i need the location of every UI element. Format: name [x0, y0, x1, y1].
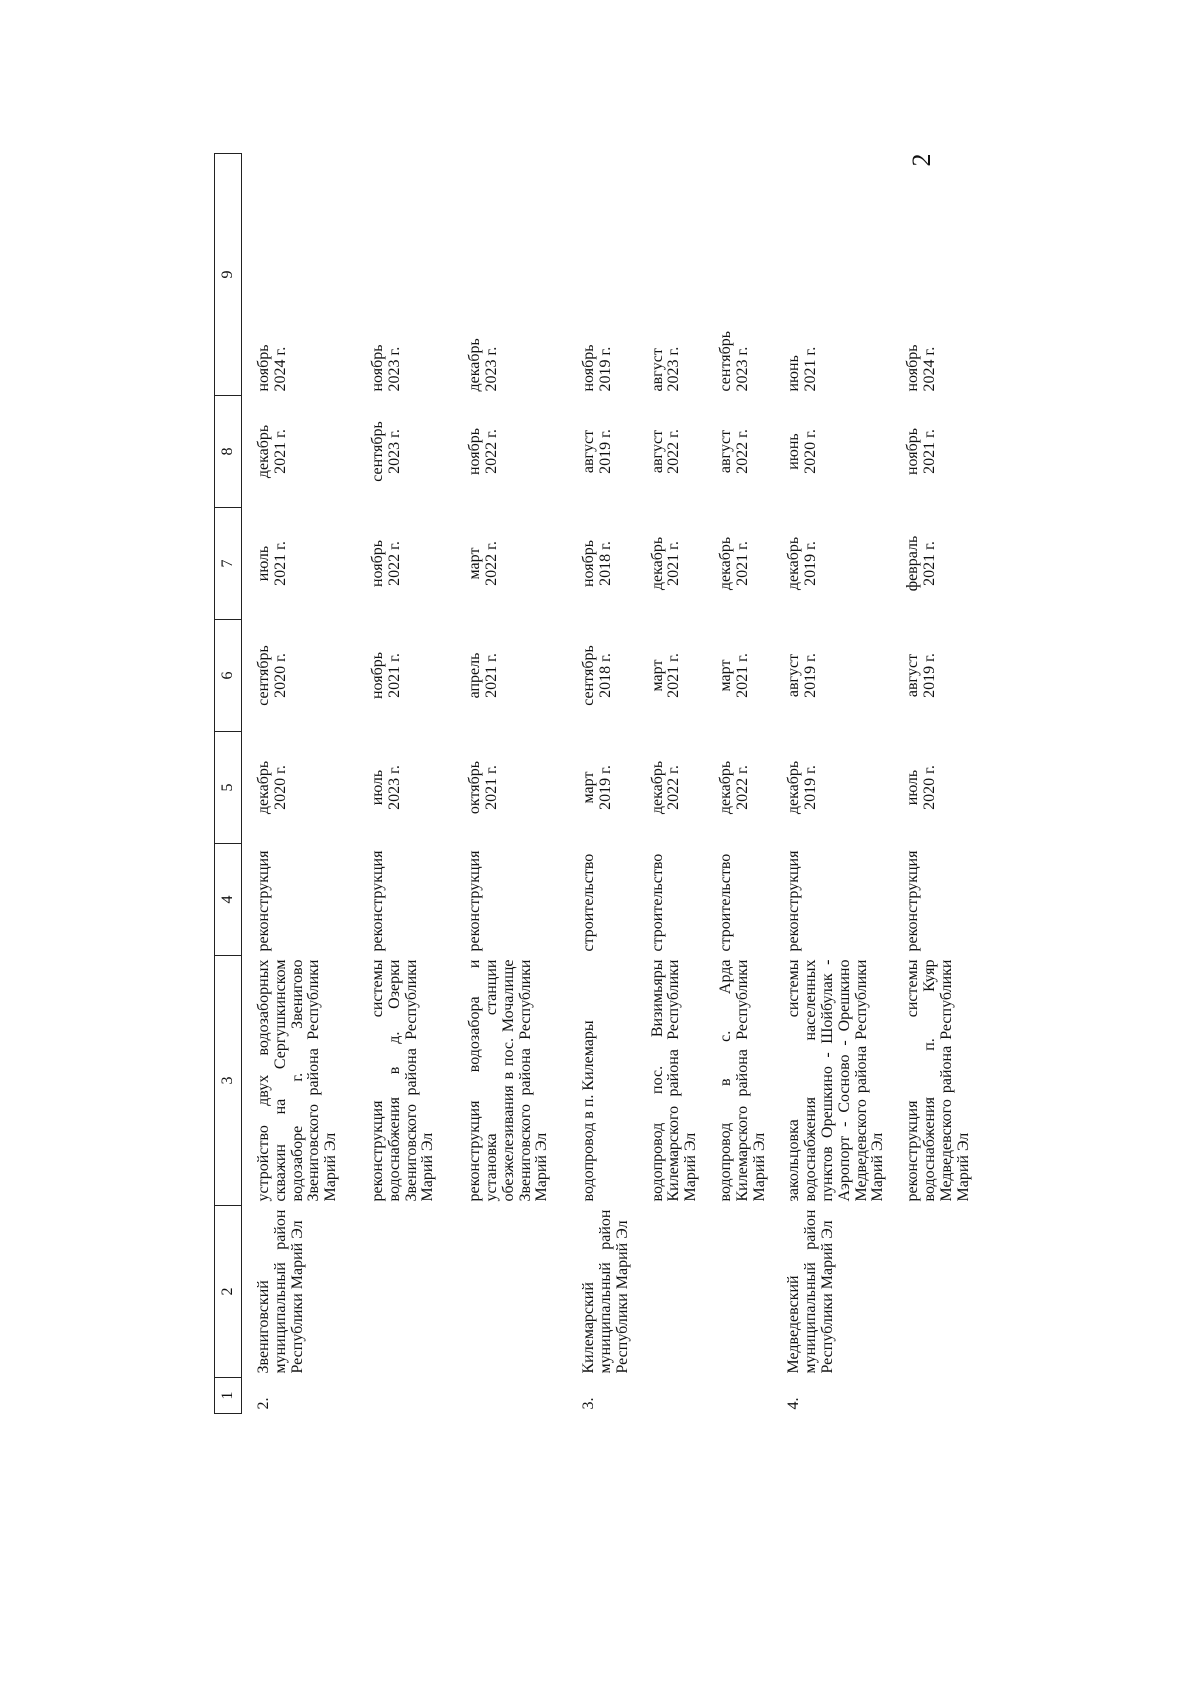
date-cell-9 [887, 154, 972, 396]
object-cell: водопровод в п. Килемары [580, 1020, 598, 1202]
date-cell-8 [437, 396, 551, 508]
date-month: ноябрь [466, 427, 484, 476]
date-month: ноябрь [904, 427, 922, 476]
date-year: 2018 г. [596, 541, 614, 586]
date-year: 2018 г. [596, 653, 614, 698]
date-year: 2023 г. [482, 346, 500, 392]
table-row [632, 154, 700, 1414]
date-month: август [648, 429, 666, 474]
column-number-row [215, 154, 242, 1414]
column-header-5: 5 [215, 732, 242, 844]
date-cell-8 [340, 396, 437, 508]
row-number [887, 1378, 972, 1414]
date-year: 2022 г. [385, 541, 403, 586]
date-year: 2021 г. [733, 541, 751, 586]
page-number: 2 [907, 153, 936, 167]
district-cell: Килемарский муниципальный район Республики Марий Эл [580, 1209, 631, 1374]
date-cell-5 [551, 732, 631, 844]
date-cell-6 [242, 620, 340, 732]
date-month: декабрь [716, 760, 734, 815]
date-cell-6 [551, 620, 631, 732]
row-number [700, 1378, 768, 1414]
district-cell [437, 1206, 551, 1378]
date-year: 2023 г. [733, 346, 751, 392]
date-year: 2022 г. [665, 429, 683, 474]
object-cell: закольцовка системы водоснабжения населенных пунктов Орешкино - Шойбулак - Аэропорт - Сосново - Орешкино Медведевского района Республики Марий Эл [785, 959, 887, 1202]
date-year: 2023 г. [385, 346, 403, 392]
date-month: август [580, 429, 598, 474]
date-month: апрель [466, 652, 484, 699]
date-year: 2021 г. [665, 653, 683, 698]
date-year: 2022 г. [733, 765, 751, 810]
date-month: февраль [904, 535, 922, 592]
work-type-cell: реконструкция [368, 850, 386, 952]
date-year: 2022 г. [665, 765, 683, 810]
date-year: 2022 г. [482, 429, 500, 474]
column-header-4: 4 [215, 844, 242, 956]
date-month: ноябрь [255, 344, 272, 392]
row-number [340, 1378, 437, 1414]
date-cell-5 [242, 732, 340, 844]
date-cell-6 [887, 620, 972, 732]
date-cell-5 [437, 732, 551, 844]
date-month: август [648, 348, 666, 392]
column-header-6: 6 [215, 620, 242, 732]
date-year: 2019 г. [802, 541, 820, 586]
column-header-3: 3 [215, 956, 242, 1206]
date-cell-5 [700, 732, 768, 844]
date-year: 2020 г. [920, 765, 938, 810]
date-month: март [648, 659, 666, 692]
date-cell-8 [768, 396, 887, 508]
date-year: 2021 г. [920, 429, 938, 474]
table-body [242, 154, 973, 1414]
date-month: ноябрь [368, 344, 386, 392]
table-row [242, 154, 340, 1414]
date-cell-8 [887, 396, 972, 508]
date-cell-7 [242, 508, 340, 620]
table-header [215, 154, 242, 1414]
date-month: ноябрь [368, 651, 386, 700]
date-year: 2021 г. [385, 653, 403, 698]
date-cell-9 [632, 154, 700, 396]
work-type-cell: реконструкция [255, 850, 272, 952]
date-year: 2019 г. [596, 346, 614, 392]
object-cell: устройство двух водозаборных скважин на Сергушкинском водозаборе г. Звенигово Звениговского района Республики Марий Эл [255, 959, 340, 1202]
date-cell-8 [551, 396, 631, 508]
date-month: сентябрь [580, 645, 598, 706]
date-year: 2021 г. [920, 541, 938, 586]
date-month: сентябрь [255, 645, 272, 706]
date-year: 2023 г. [385, 765, 403, 810]
column-header-2: 2 [215, 1206, 242, 1378]
date-cell-7 [768, 508, 887, 620]
date-year: 2020 г. [271, 653, 289, 698]
date-cell-7 [700, 508, 768, 620]
date-cell-9 [340, 154, 437, 396]
date-month: август [904, 653, 922, 698]
date-year: 2021 г. [665, 541, 683, 586]
rotated-page-content [214, 154, 1000, 1414]
date-month: декабрь [648, 536, 666, 591]
object-cell: реконструкция системы водоснабжения п. Куяр Медведевского района Республики Марий Эл [904, 959, 972, 1202]
date-cell-9 [768, 154, 887, 396]
date-cell-6 [340, 620, 437, 732]
district-cell: Медведевский муниципальный район Республики Марий Эл [785, 1209, 836, 1374]
row-number: 2. [255, 1397, 272, 1410]
date-year: 2019 г. [596, 429, 614, 474]
date-year: 2022 г. [482, 541, 500, 586]
district-cell [632, 1206, 700, 1378]
date-cell-5 [632, 732, 700, 844]
date-year: 2021 г. [733, 653, 751, 698]
date-month: июль [904, 769, 922, 806]
row-number [632, 1378, 700, 1414]
object-cell: реконструкция водозабора и установка станции обезжелезивания в пос. Мочалище Звениговского района Республики Марий Эл [466, 959, 551, 1202]
date-month: сентябрь [368, 421, 386, 482]
date-year: 2019 г. [596, 765, 614, 810]
work-type-cell: строительство [580, 853, 598, 952]
date-year: 2023 г. [385, 429, 403, 474]
date-cell-5 [340, 732, 437, 844]
date-year: 2021 г. [271, 541, 289, 586]
date-year: 2023 г. [665, 346, 683, 392]
date-cell-9 [700, 154, 768, 396]
object-cell: реконструкция системы водоснабжения в д. Озерки Звениговского района Республики Марий Эл [368, 959, 437, 1202]
date-month: декабрь [785, 760, 803, 815]
date-month: ноябрь [580, 344, 598, 392]
district-cell: Звениговский муниципальный район Республики Марий Эл [255, 1209, 306, 1374]
date-month: июнь [785, 433, 803, 470]
date-month: июнь [785, 355, 803, 392]
date-cell-5 [768, 732, 887, 844]
date-year: 2024 г. [271, 346, 289, 392]
date-year: 2019 г. [802, 765, 820, 810]
date-cell-7 [632, 508, 700, 620]
date-cell-6 [768, 620, 887, 732]
date-cell-5 [887, 732, 972, 844]
date-year: 2019 г. [802, 653, 820, 698]
date-year: 2020 г. [802, 429, 820, 474]
date-month: август [785, 653, 803, 698]
date-month: март [716, 659, 734, 692]
work-type-cell: реконструкция [785, 850, 803, 952]
column-header-7: 7 [215, 508, 242, 620]
work-type-cell: строительство [716, 853, 734, 952]
table-row [551, 154, 631, 1414]
date-month: декабрь [648, 760, 666, 815]
row-number [437, 1378, 551, 1414]
date-month: ноябрь [368, 539, 386, 588]
date-year: 2021 г. [482, 653, 500, 698]
date-year: 2020 г. [271, 765, 289, 810]
schedule-table [214, 153, 972, 1414]
date-year: 2021 г. [802, 346, 820, 392]
date-cell-8 [242, 396, 340, 508]
date-year: 2022 г. [733, 429, 751, 474]
date-month: декабрь [255, 424, 272, 479]
work-type-cell: реконструкция [466, 850, 484, 952]
date-cell-7 [340, 508, 437, 620]
date-month: март [466, 547, 484, 580]
work-type-cell: строительство [648, 853, 666, 952]
date-cell-8 [700, 396, 768, 508]
date-month: декабрь [255, 760, 272, 815]
district-cell [340, 1206, 437, 1378]
table-row [768, 154, 887, 1414]
date-cell-8 [632, 396, 700, 508]
date-cell-7 [437, 508, 551, 620]
date-year: 2021 г. [271, 429, 289, 474]
table-row [340, 154, 437, 1414]
date-month: ноябрь [580, 539, 598, 588]
date-month: июль [368, 769, 386, 806]
table-row [700, 154, 768, 1414]
date-year: 2024 г. [920, 346, 938, 392]
date-year: 2019 г. [920, 653, 938, 698]
date-cell-6 [632, 620, 700, 732]
date-cell-7 [887, 508, 972, 620]
date-year: 2021 г. [482, 765, 500, 810]
row-number: 3. [580, 1397, 598, 1410]
column-header-9: 9 [215, 154, 242, 396]
date-cell-6 [700, 620, 768, 732]
date-cell-7 [551, 508, 631, 620]
object-cell: водопровод пос. Визимьяры Килемарского района Республики Марий Эл [648, 959, 700, 1202]
date-cell-9 [242, 154, 340, 396]
date-month: август [716, 429, 734, 474]
table-row [437, 154, 551, 1414]
date-month: октябрь [466, 760, 484, 815]
row-number: 4. [785, 1397, 803, 1410]
district-cell [887, 1206, 972, 1378]
date-month: март [580, 771, 598, 804]
date-month: декабрь [716, 536, 734, 591]
date-cell-9 [437, 154, 551, 396]
table-row [887, 154, 972, 1414]
district-cell [700, 1206, 768, 1378]
date-cell-9 [551, 154, 631, 396]
object-cell: водопровод в с. Арда Килемарского района Республики Марий Эл [716, 959, 768, 1202]
date-month: декабрь [785, 536, 803, 591]
date-month: июль [255, 545, 272, 582]
column-header-8: 8 [215, 396, 242, 508]
column-header-1: 1 [215, 1378, 242, 1414]
date-cell-6 [437, 620, 551, 732]
date-month: сентябрь [716, 330, 734, 392]
work-type-cell: реконструкция [904, 850, 922, 952]
date-month: ноябрь [904, 344, 922, 392]
date-month: декабрь [466, 338, 484, 392]
